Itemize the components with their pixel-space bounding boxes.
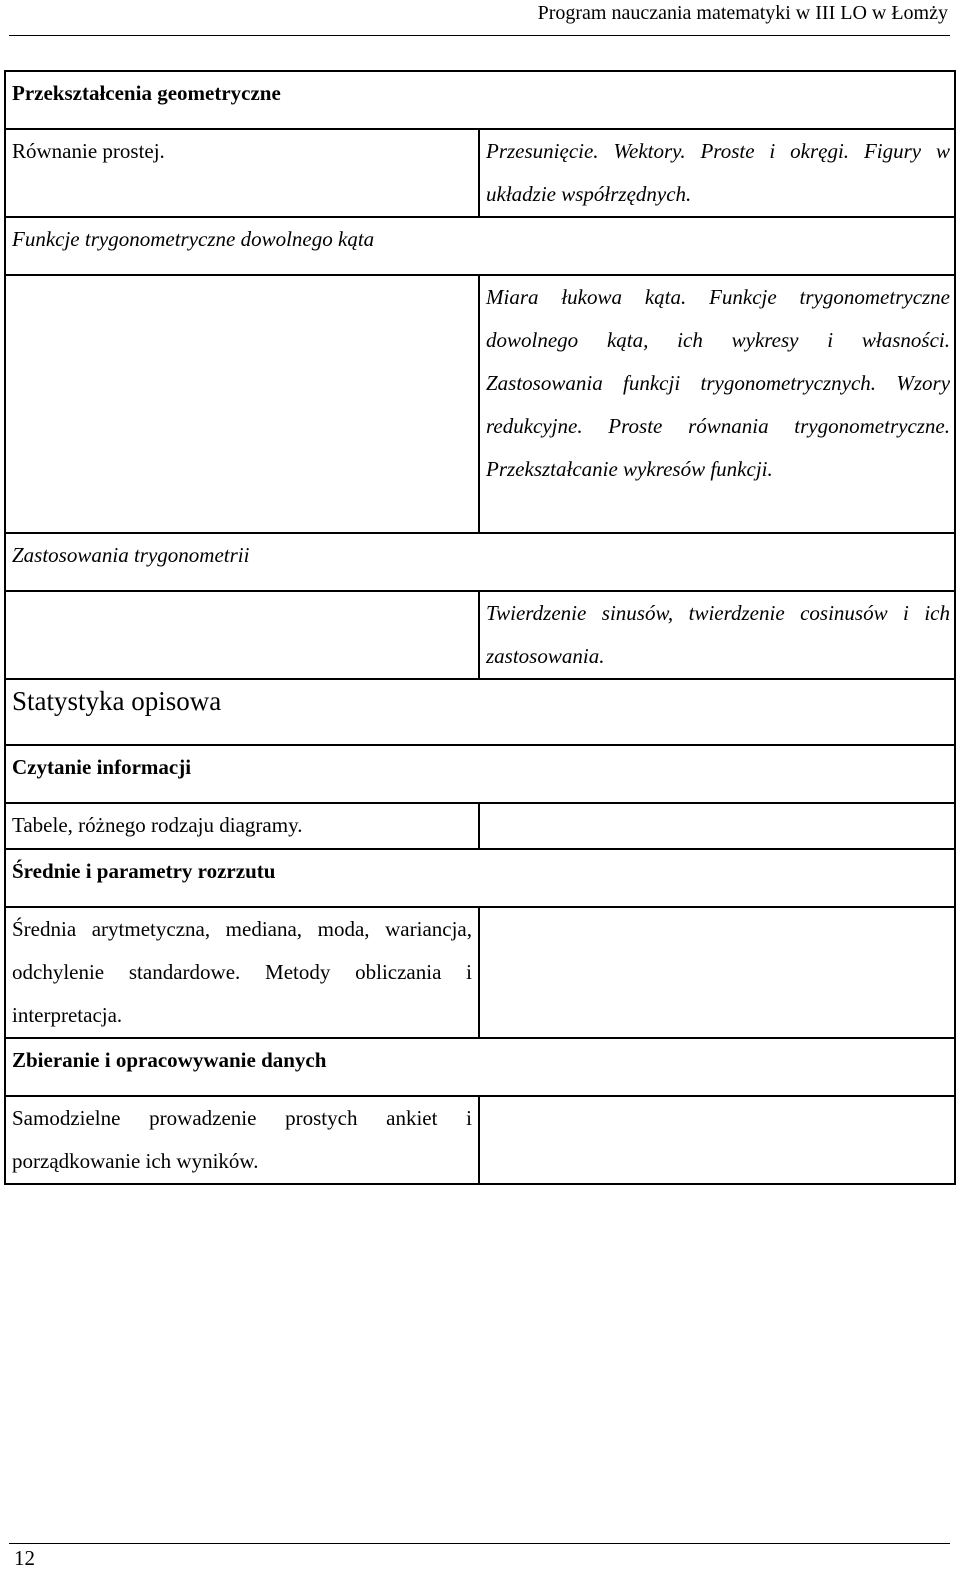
section-heading-row — [5, 533, 955, 591]
page-number: 12 — [14, 1546, 35, 1570]
header-rule — [9, 35, 950, 36]
basic-level-cell: Równanie prostej. — [5, 129, 479, 217]
subsection-content-row — [5, 907, 955, 1038]
extended-level-cell — [479, 907, 955, 1038]
subsection-heading: Zbieranie i opracowywanie danych — [5, 1038, 955, 1096]
subsection-heading: Czytanie informacji — [5, 745, 955, 803]
section-heading: Zastosowania trygonometrii — [5, 533, 955, 591]
extended-level-cell — [479, 1096, 955, 1184]
extended-level-cell: Przesunięcie. Wektory. Proste i okręgi. Figury w układzie współrzędnych. — [479, 129, 955, 217]
section-content-row — [5, 275, 955, 533]
section-heading: Funkcje trygonometryczne dowolnego kąta — [5, 217, 955, 275]
section-heading-row — [5, 71, 955, 129]
subsection-heading-row — [5, 745, 955, 803]
basic-level-cell — [5, 591, 479, 679]
section-heading: Przekształcenia geometryczne — [5, 71, 955, 129]
section-heading-row — [5, 217, 955, 275]
basic-level-cell: Tabele, różnego rodzaju diagramy. — [5, 803, 479, 849]
basic-level-cell: Średnia arytmetyczna, mediana, moda, wariancja, odchylenie standardowe. Metody obliczania i interpretacja. — [5, 907, 479, 1038]
basic-level-cell: Samodzielne prowadzenie prostych ankiet i porządkowanie ich wyników. — [5, 1096, 479, 1184]
section-content-row — [5, 591, 955, 679]
basic-level-cell — [5, 275, 479, 533]
subsection-content-row — [5, 803, 955, 849]
subsection-content-row — [5, 1096, 955, 1184]
subsection-heading-row — [5, 1038, 955, 1096]
statistics-heading: Statystyka opisowa — [5, 679, 955, 745]
section-content-row — [5, 129, 955, 217]
extended-level-cell: Miara łukowa kąta. Funkcje trygonometryczne dowolnego kąta, ich wykresy i własności. Zastosowania funkcji trygonometrycznych. Wzory redukcyjne. Proste równania trygonometryczne. Przekształcanie wykresów funkcji. — [479, 275, 955, 533]
subsection-heading: Średnie i parametry rozrzutu — [5, 849, 955, 907]
extended-level-cell: Twierdzenie sinusów, twierdzenie cosinusów i ich zastosowania. — [479, 591, 955, 679]
footer-rule — [9, 1543, 950, 1544]
subsection-heading-row — [5, 849, 955, 907]
extended-level-cell — [479, 803, 955, 849]
running-header: Program nauczania matematyki w III LO w Łomży — [537, 2, 948, 24]
syllabus-table — [4, 70, 956, 1185]
statistics-heading-row — [5, 679, 955, 745]
